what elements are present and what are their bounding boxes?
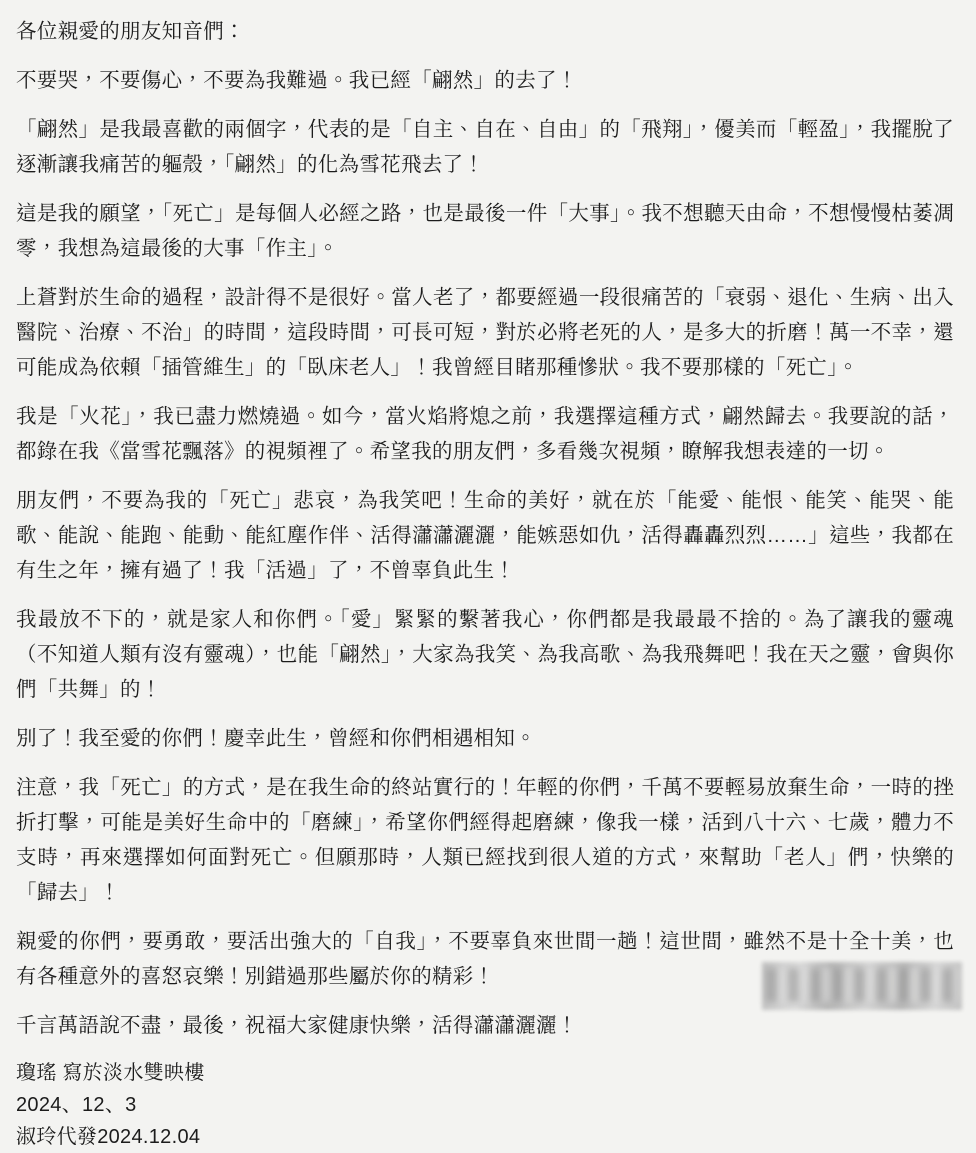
- signature-posted-by: 淑玲代發2024.12.04: [16, 1126, 201, 1148]
- paragraph-4: 上蒼對於生命的過程，設計得不是很好。當人老了，都要經過一段很痛苦的「衰弱、退化、生病、出入醫院、治療、不治」的時間，這段時間，可長可短，對於必將老死的人，是多大的折磨！萬一不幸，還可能成為依賴「插管維生」的「臥床老人」！我曾經目睹那種慘狀。我不要那樣的「死亡」。: [16, 286, 954, 379]
- signature-author: 瓊瑤 寫於淡水雙映樓: [16, 1062, 205, 1084]
- paragraph-10: 親愛的你們，要勇敢，要活出強大的「自我」，不要辜負來世間一趟！這世間，雖然不是十全十美，也有各種意外的喜怒哀樂！別錯過那些屬於你的精彩！: [16, 930, 954, 988]
- paragraph-3: 這是我的願望，「死亡」是每個人必經之路，也是最後一件「大事」。我不想聽天由命，不想慢慢枯萎凋零，我想為這最後的大事「作主」。: [16, 202, 954, 260]
- paragraph-8: 別了！我至愛的你們！慶幸此生，曾經和你們相遇相知。: [16, 727, 536, 750]
- paragraph-2: 「翩然」是我最喜歡的兩個字，代表的是「自主、自在、自由」的「飛翔」，優美而「輕盈」，我擺脫了逐漸讓我痛苦的軀殼，「翩然」的化為雪花飛去了！: [16, 118, 954, 176]
- paragraph-6: 朋友們，不要為我的「死亡」悲哀，為我笑吧！生命的美好，就在於「能愛、能恨、能笑、能哭、能歌、能說、能跑、能動、能紅塵作伴、活得瀟瀟灑灑，能嫉惡如仇，活得轟轟烈烈……」這些，我都在有生之年，擁有過了！我「活過」了，不曾辜負此生！: [16, 489, 954, 582]
- paragraph-1: 不要哭，不要傷心，不要為我難過。我已經「翩然」的去了！: [16, 69, 578, 92]
- signature-block: [16, 1057, 954, 1153]
- paragraph-5: 我是「火花」，我已盡力燃燒過。如今，當火焰將熄之前，我選擇這種方式，翩然歸去。我要說的話，都錄在我《當雪花飄落》的視頻裡了。希望我的朋友們，多看幾次視頻，瞭解我想表達的一切。: [16, 405, 954, 463]
- paragraph-9: 注意，我「死亡」的方式，是在我生命的終站實行的！年輕的你們，千萬不要輕易放棄生命，一時的挫折打擊，可能是美好生命中的「磨練」，希望你們經得起磨練，像我一樣，活到八十六、七歲，體力不支時，再來選擇如何面對死亡。但願那時，人類已經找到很人道的方式，來幫助「老人」們，快樂的「歸去」！: [16, 776, 954, 904]
- blurred-watermark: [762, 962, 962, 1010]
- paragraph-11: 千言萬語說不盡，最後，祝福大家健康快樂，活得瀟瀟灑灑！: [16, 1014, 578, 1037]
- signature-date: 2024、12、3: [16, 1094, 137, 1116]
- paragraph-7: 我最放不下的，就是家人和你們。「愛」緊緊的繫著我心，你們都是我最最不捨的。為了讓我的靈魂（不知道人類有沒有靈魂），也能「翩然」，大家為我笑、為我高歌、為我飛舞吧！我在天之靈，會與你們「共舞」的！: [16, 608, 954, 701]
- paragraph-salutation: 各位親愛的朋友知音們：: [16, 20, 245, 43]
